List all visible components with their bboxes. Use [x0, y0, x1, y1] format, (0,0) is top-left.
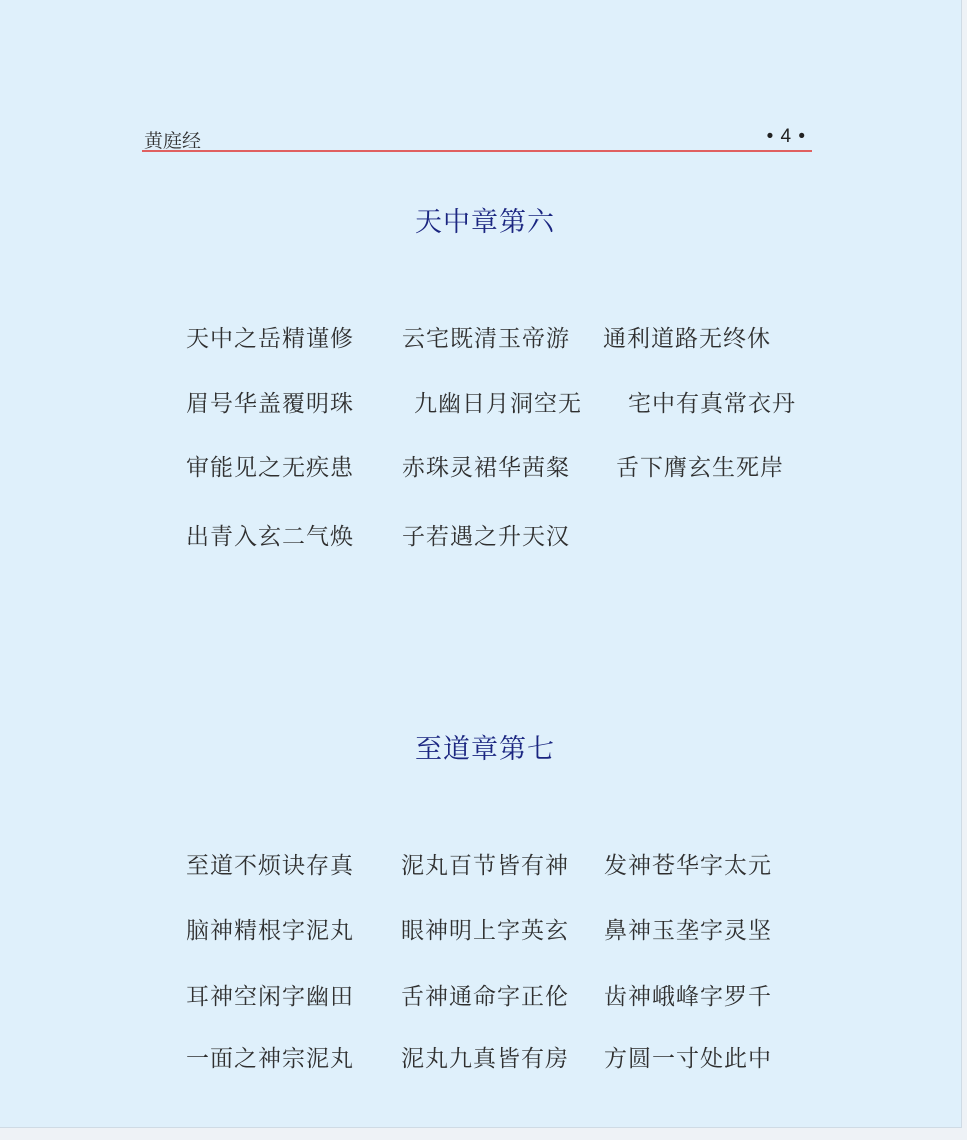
verse-line: 舌下膺玄生死岸	[616, 455, 784, 481]
verse-line: 耳神空闲字幽田	[186, 984, 354, 1010]
verse-line: 鼻神玉垄字灵坚	[604, 918, 772, 944]
verse-line: 审能见之无疾患	[186, 455, 354, 481]
verse-line: 宅中有真常衣丹	[628, 391, 796, 417]
page-number: • 4 •	[766, 126, 806, 147]
verse-line: 齿神峨峰字罗千	[604, 984, 772, 1010]
verse-line: 天中之岳精谨修	[186, 326, 354, 352]
verse-line: 舌神通命字正伦	[401, 984, 569, 1010]
verse-line: 方圆一寸处此中	[604, 1046, 772, 1072]
verse-line: 脑神精根字泥丸	[186, 918, 354, 944]
verse-line: 出青入玄二气焕	[186, 524, 354, 550]
chapter-title: 至道章第七	[415, 734, 555, 765]
verse-line: 眉号华盖覆明珠	[186, 391, 354, 417]
verse-line: 赤珠灵裙华茜粲	[402, 455, 570, 481]
book-title: 黄庭经	[144, 130, 202, 152]
verse-line: 发神苍华字太元	[604, 853, 772, 879]
verse-line: 泥丸九真皆有房	[401, 1046, 569, 1072]
verse-line: 九幽日月洞空无	[414, 391, 582, 417]
verse-line: 云宅既清玉帝游	[402, 326, 570, 352]
verse-line: 通利道路无终休	[603, 326, 771, 352]
verse-line: 眼神明上字英玄	[401, 918, 569, 944]
verse-line: 泥丸百节皆有神	[401, 853, 569, 879]
chapter-title: 天中章第六	[415, 207, 555, 238]
verse-line: 至道不烦诀存真	[186, 853, 354, 879]
running-header	[142, 124, 812, 152]
verse-line: 子若遇之升天汉	[402, 524, 570, 550]
verse-line: 一面之神宗泥丸	[186, 1046, 354, 1072]
